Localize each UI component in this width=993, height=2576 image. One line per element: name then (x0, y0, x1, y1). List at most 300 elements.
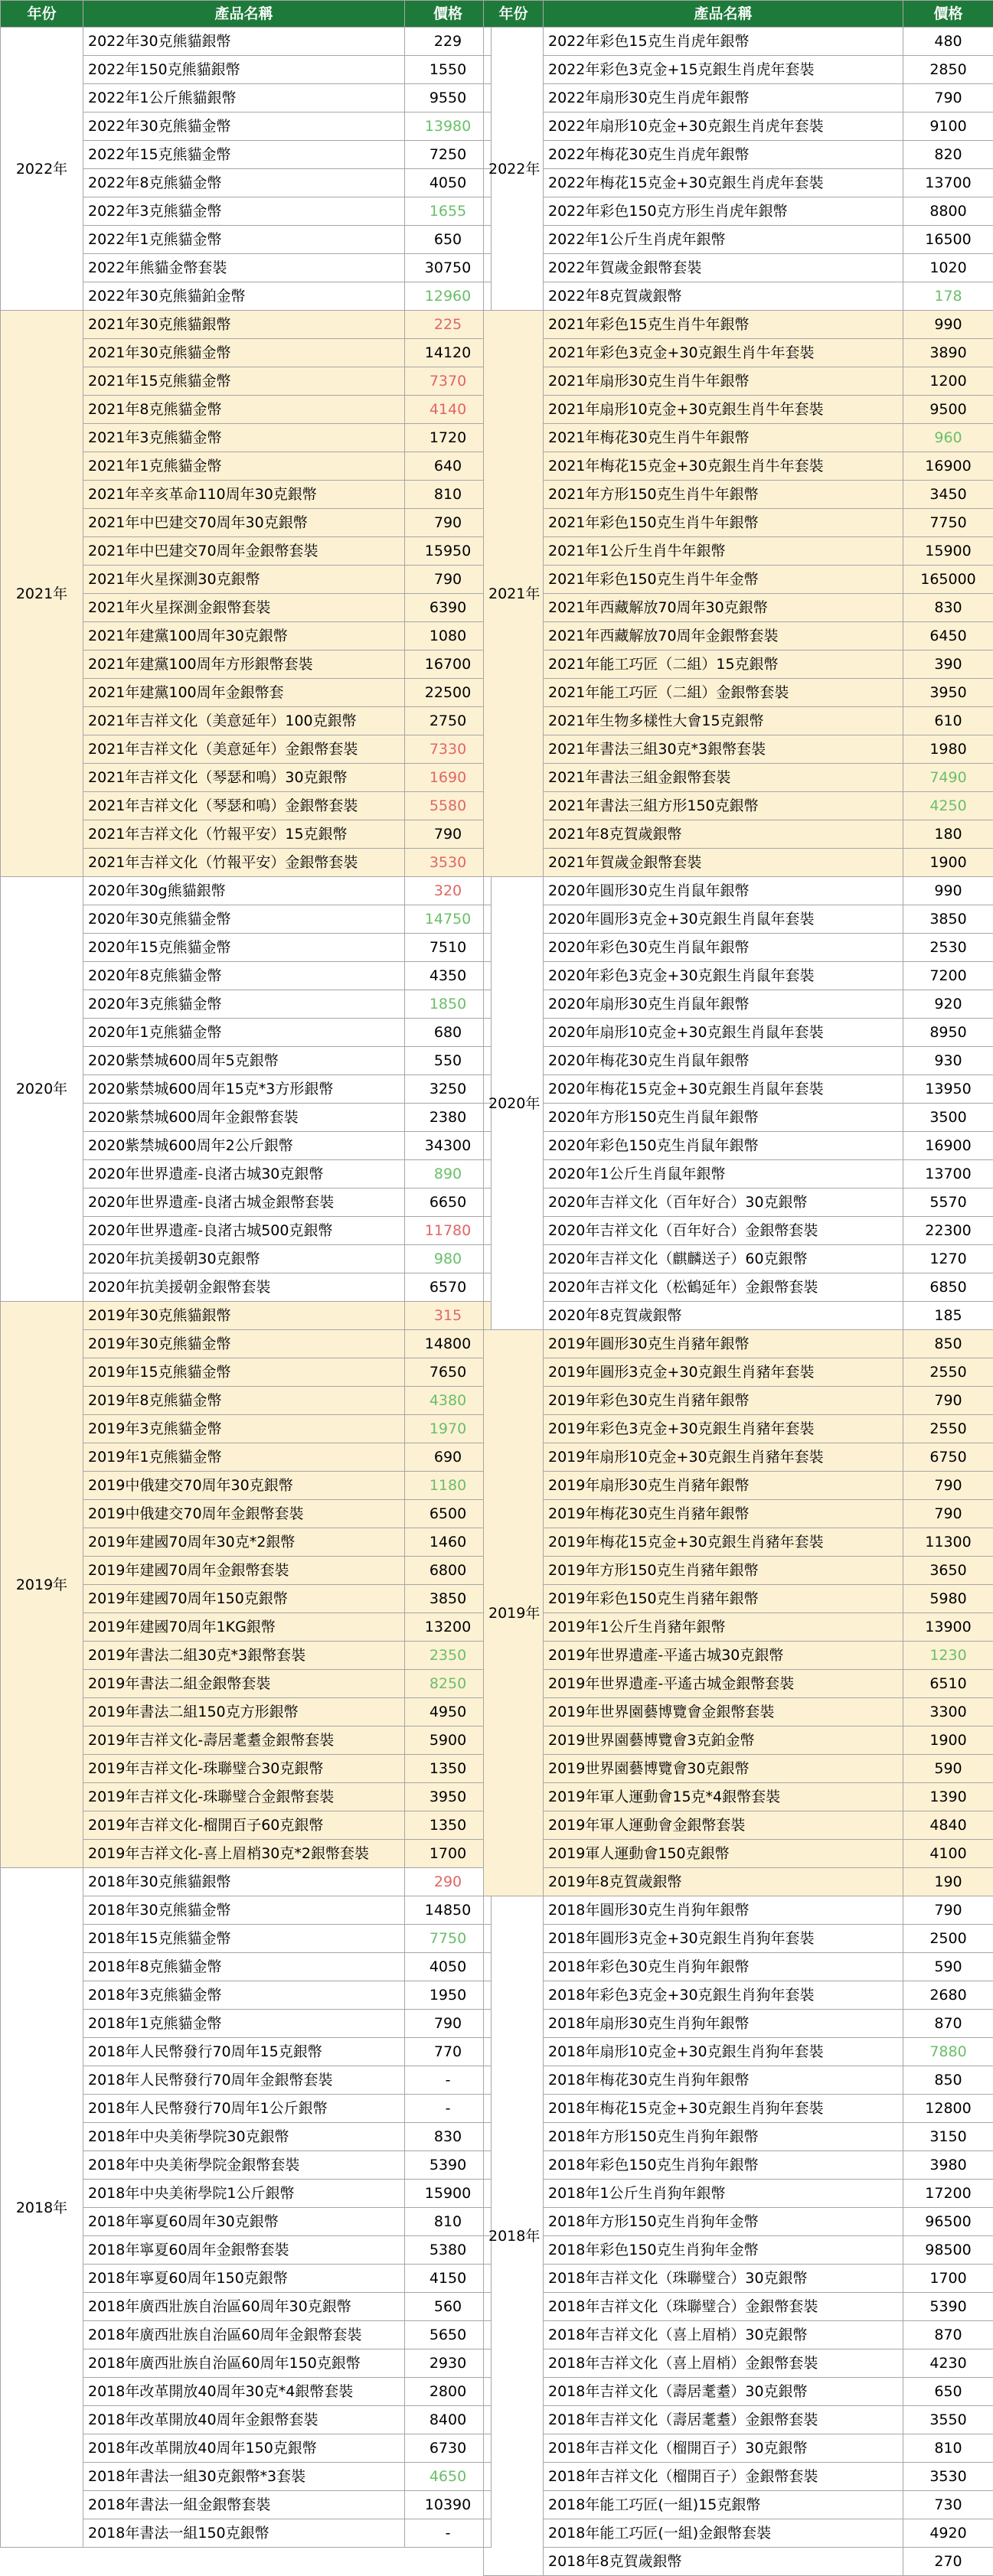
product-name-cell: 2018年人民幣發行70周年1公斤銀幣 (83, 2095, 405, 2123)
product-name-cell: 2020紫禁城600周年15克*3方形銀幣 (83, 1075, 405, 1104)
product-name-cell: 2018年彩色3克金+30克銀生肖狗年套裝 (544, 1981, 903, 2010)
table-row (1, 1868, 492, 1896)
product-name-cell: 2019年軍人運動會金銀幣套裝 (544, 1811, 903, 1840)
price-cell: 5580 (405, 792, 492, 820)
product-name-cell: 2021年1克熊貓金幣 (83, 452, 405, 481)
product-name-cell: 2018年書法一組金銀幣套裝 (83, 2491, 405, 2519)
price-cell: 290 (405, 1868, 492, 1896)
product-name-cell: 2019年軍人運動會15克*4銀幣套裝 (544, 1783, 903, 1811)
product-name-cell: 2020年30克熊貓金幣 (83, 905, 405, 934)
table-row (484, 2406, 993, 2434)
table-row (484, 792, 993, 820)
product-name-cell: 2021年能工巧匠（二組）金銀幣套裝 (544, 679, 903, 707)
product-name-cell: 2022年30克熊貓鉑金幣 (83, 282, 405, 311)
product-name-cell: 2021年西藏解放70周年30克銀幣 (544, 594, 903, 622)
product-name-cell: 2018年方形150克生肖狗年銀幣 (544, 2123, 903, 2151)
product-name-cell: 2018年人民幣發行70周年金銀幣套裝 (83, 2066, 405, 2095)
product-name-cell: 2019中俄建交70周年金銀幣套裝 (83, 1500, 405, 1528)
price-cell: 730 (903, 2491, 993, 2519)
product-name-cell: 2019年吉祥文化-珠聯璧合30克銀幣 (83, 1755, 405, 1783)
price-cell: 1950 (405, 1981, 492, 2010)
product-name-cell: 2021年彩色150克生肖牛年銀幣 (544, 509, 903, 537)
price-cell: 1200 (903, 367, 993, 396)
table-row (484, 1500, 993, 1528)
product-name-cell: 2019年吉祥文化-珠聯璧合金銀幣套裝 (83, 1783, 405, 1811)
table-row (484, 2463, 993, 2491)
table-row (484, 2519, 993, 2548)
price-cell: 790 (405, 566, 492, 594)
product-name-cell: 2019年世界遺產-平遙古城金銀幣套裝 (544, 1670, 903, 1698)
product-name-cell: 2020紫禁城600周年5克銀幣 (83, 1047, 405, 1075)
product-name-cell: 2022年150克熊貓銀幣 (83, 56, 405, 84)
product-name-cell: 2020年方形150克生肖鼠年銀幣 (544, 1104, 903, 1132)
product-name-cell: 2019年吉祥文化-喜上眉梢30克*2銀幣套裝 (83, 1840, 405, 1868)
price-cell: 7200 (903, 962, 993, 990)
product-name-cell: 2021年梅花15克金+30克銀生肖牛年套裝 (544, 452, 903, 481)
product-name-cell: 2018年彩色30克生肖狗年銀幣 (544, 1953, 903, 1981)
product-name-cell: 2019世界園藝博覽會30克銀幣 (544, 1755, 903, 1783)
price-cell: 96500 (903, 2208, 993, 2236)
product-name-cell: 2018年寧夏60周年150克銀幣 (83, 2265, 405, 2293)
product-name-cell: 2022年梅花15克金+30克銀生肖虎年套裝 (544, 169, 903, 197)
product-name-cell: 2021年建黨100周年金銀幣套 (83, 679, 405, 707)
product-name-cell: 2018年3克熊貓金幣 (83, 1981, 405, 2010)
product-name-cell: 2018年廣西壯族自治區60周年30克銀幣 (83, 2293, 405, 2321)
product-name-cell: 2019年彩色30克生肖豬年銀幣 (544, 1387, 903, 1415)
price-cell: 3530 (903, 2463, 993, 2491)
price-cell: 4100 (903, 1840, 993, 1868)
table-row (484, 1245, 993, 1273)
product-name-cell: 2019年世界園藝博覽會金銀幣套裝 (544, 1698, 903, 1727)
product-name-cell: 2021年彩色150克生肖牛年金幣 (544, 566, 903, 594)
product-name-cell: 2021年30克熊貓銀幣 (83, 311, 405, 339)
price-cell: 1350 (405, 1755, 492, 1783)
product-name-cell: 2018年寧夏60周年金銀幣套裝 (83, 2236, 405, 2265)
table-row (484, 1783, 993, 1811)
price-cell: 15900 (405, 2180, 492, 2208)
price-cell: 6570 (405, 1273, 492, 1302)
product-name-cell: 2020年扇形10克金+30克銀生肖鼠年套裝 (544, 1019, 903, 1047)
price-cell: 1350 (405, 1811, 492, 1840)
product-name-cell: 2019年扇形10克金+30克銀生肖豬年套裝 (544, 1443, 903, 1472)
product-name-cell: 2019年吉祥文化-壽居耄耋金銀幣套裝 (83, 1727, 405, 1755)
price-cell: 7750 (903, 509, 993, 537)
price-cell: 920 (903, 990, 993, 1019)
table-row (484, 1189, 993, 1217)
table-row (484, 396, 993, 424)
price-cell: 2800 (405, 2378, 492, 2406)
table-row (484, 1387, 993, 1415)
year-cell: 2018年 (1, 1868, 83, 2548)
price-cell: 390 (903, 651, 993, 679)
price-cell: 2500 (903, 1925, 993, 1953)
table-row (484, 509, 993, 537)
product-name-cell: 2019軍人運動會150克銀幣 (544, 1840, 903, 1868)
table-row (484, 226, 993, 254)
table-row (484, 169, 993, 197)
table-row (484, 2378, 993, 2406)
product-name-cell: 2020年抗美援朝30克銀幣 (83, 1245, 405, 1273)
product-name-cell: 2019年8克賀歲銀幣 (544, 1868, 903, 1896)
price-cell: 14800 (405, 1330, 492, 1358)
table-row (484, 2208, 993, 2236)
product-name-cell: 2022年彩色3克金+15克銀生肖虎年套裝 (544, 56, 903, 84)
product-name-cell: 2020年圓形3克金+30克銀生肖鼠年套裝 (544, 905, 903, 934)
price-cell: 17200 (903, 2180, 993, 2208)
product-name-cell: 2018年吉祥文化（壽居耄耋）金銀幣套裝 (544, 2406, 903, 2434)
product-name-cell: 2019年30克熊貓金幣 (83, 1330, 405, 1358)
table-row (484, 1273, 993, 1302)
price-cell: 4350 (405, 962, 492, 990)
price-cell: 810 (405, 2208, 492, 2236)
product-name-cell: 2020年1公斤生肖鼠年銀幣 (544, 1160, 903, 1189)
product-name-cell: 2021年書法三組方形150克銀幣 (544, 792, 903, 820)
product-name-cell: 2021年吉祥文化（竹報平安）15克銀幣 (83, 820, 405, 849)
table-row (484, 651, 993, 679)
price-cell: 790 (405, 820, 492, 849)
product-name-cell: 2022年賀歲金銀幣套裝 (544, 254, 903, 282)
price-cell: 890 (405, 1160, 492, 1189)
table-row (484, 2265, 993, 2293)
price-cell: 610 (903, 707, 993, 735)
table-body-right (484, 28, 993, 2576)
product-name-cell: 2022年1公斤熊貓銀幣 (83, 84, 405, 112)
product-name-cell: 2021年中巴建交70周年金銀幣套裝 (83, 537, 405, 566)
product-name-cell: 2021年西藏解放70周年金銀幣套裝 (544, 622, 903, 651)
price-cell: 1850 (405, 990, 492, 1019)
product-name-cell: 2020年吉祥文化（百年好合）金銀幣套裝 (544, 1217, 903, 1245)
price-cell: 480 (903, 28, 993, 56)
price-cell: 14750 (405, 905, 492, 934)
table-row (484, 2293, 993, 2321)
table-row (484, 2066, 993, 2095)
price-cell: 3850 (405, 1585, 492, 1613)
product-name-cell: 2019年建國70周年30克*2銀幣 (83, 1528, 405, 1557)
price-cell: 2750 (405, 707, 492, 735)
table-row (484, 1557, 993, 1585)
price-cell: 12960 (405, 282, 492, 311)
price-cell: 1970 (405, 1415, 492, 1443)
price-cell: 1700 (903, 2265, 993, 2293)
table-row (484, 820, 993, 849)
price-cell: 6800 (405, 1557, 492, 1585)
product-name-cell: 2018年能工巧匠(一組)15克銀幣 (544, 2491, 903, 2519)
product-name-cell: 2021年書法三組30克*3銀幣套裝 (544, 735, 903, 764)
table-row (484, 197, 993, 226)
price-cell: 3500 (903, 1104, 993, 1132)
table-row (484, 622, 993, 651)
price-cell: 1720 (405, 424, 492, 452)
price-cell: 1460 (405, 1528, 492, 1557)
price-cell: 3450 (903, 481, 993, 509)
price-cell: 4920 (903, 2519, 993, 2548)
price-cell: 6750 (903, 1443, 993, 1472)
price-cell: 1900 (903, 1727, 993, 1755)
price-cell: 270 (903, 2548, 993, 2576)
table-row (484, 990, 993, 1019)
product-name-cell: 2019年8克熊貓金幣 (83, 1387, 405, 1415)
price-cell: 7370 (405, 367, 492, 396)
price-cell: 2550 (903, 1358, 993, 1387)
price-cell: 830 (903, 594, 993, 622)
price-cell: 6730 (405, 2434, 492, 2463)
price-cell: 13980 (405, 112, 492, 141)
price-cell: 1655 (405, 197, 492, 226)
price-cell: 790 (405, 509, 492, 537)
product-name-cell: 2018年中央美術學院1公斤銀幣 (83, 2180, 405, 2208)
price-cell: 7490 (903, 764, 993, 792)
table-row (484, 2095, 993, 2123)
product-name-cell: 2019年建國70周年金銀幣套裝 (83, 1557, 405, 1585)
price-cell: 6850 (903, 1273, 993, 1302)
price-cell: 790 (903, 84, 993, 112)
price-cell: 4050 (405, 169, 492, 197)
product-name-cell: 2018年書法一組30克銀幣*3套裝 (83, 2463, 405, 2491)
price-cell: 590 (903, 1755, 993, 1783)
price-cell: 2550 (903, 1415, 993, 1443)
table-row (484, 1670, 993, 1698)
table-row (484, 2010, 993, 2038)
price-cell: 6650 (405, 1189, 492, 1217)
product-name-cell: 2019年圓形3克金+30克銀生肖豬年套裝 (544, 1358, 903, 1387)
product-name-cell: 2018年圓形3克金+30克銀生肖狗年套裝 (544, 1925, 903, 1953)
price-cell: 13950 (903, 1075, 993, 1104)
table-row (484, 254, 993, 282)
header-price: 價格 (903, 1, 993, 28)
product-name-cell: 2019年世界遺產-平遙古城30克銀幣 (544, 1642, 903, 1670)
product-name-cell: 2019年書法二組30克*3銀幣套裝 (83, 1642, 405, 1670)
price-cell: 810 (405, 481, 492, 509)
product-name-cell: 2019年書法二組150克方形銀幣 (83, 1698, 405, 1727)
price-cell: 650 (405, 226, 492, 254)
price-cell: 3650 (903, 1557, 993, 1585)
product-name-cell: 2019年1公斤生肖豬年銀幣 (544, 1613, 903, 1642)
product-name-cell: 2021年辛亥革命110周年30克銀幣 (83, 481, 405, 509)
product-name-cell: 2018年書法一組150克銀幣 (83, 2519, 405, 2548)
price-cell: 1900 (903, 849, 993, 877)
table-row (484, 1727, 993, 1755)
product-name-cell: 2019年1克熊貓金幣 (83, 1443, 405, 1472)
table-row (484, 934, 993, 962)
price-cell: 1020 (903, 254, 993, 282)
product-name-cell: 2020年8克熊貓金幣 (83, 962, 405, 990)
price-cell: 790 (405, 2010, 492, 2038)
table-row (484, 1075, 993, 1104)
table-row (484, 566, 993, 594)
table-body-left (1, 28, 492, 2548)
table-row (484, 905, 993, 934)
price-cell: 790 (903, 1500, 993, 1528)
product-name-cell: 2020年吉祥文化（百年好合）30克銀幣 (544, 1189, 903, 1217)
product-name-cell: 2022年3克熊貓金幣 (83, 197, 405, 226)
price-cell: 22300 (903, 1217, 993, 1245)
product-name-cell: 2021年賀歲金銀幣套裝 (544, 849, 903, 877)
price-cell: 7650 (405, 1358, 492, 1387)
product-name-cell: 2020年彩色150克生肖鼠年銀幣 (544, 1132, 903, 1160)
price-cell: 1270 (903, 1245, 993, 1273)
product-name-cell: 2018年吉祥文化（喜上眉梢）30克銀幣 (544, 2321, 903, 2349)
price-cell: 7750 (405, 1925, 492, 1953)
price-cell: 315 (405, 1302, 492, 1330)
product-name-cell: 2018年廣西壯族自治區60周年金銀幣套裝 (83, 2321, 405, 2349)
product-name-cell: 2022年1公斤生肖虎年銀幣 (544, 226, 903, 254)
table-row (484, 452, 993, 481)
product-name-cell: 2020年吉祥文化（松鶴延年）金銀幣套裝 (544, 1273, 903, 1302)
product-name-cell: 2020年扇形30克生肖鼠年銀幣 (544, 990, 903, 1019)
product-name-cell: 2018年扇形30克生肖狗年銀幣 (544, 2010, 903, 2038)
product-name-cell: 2019年書法二組金銀幣套裝 (83, 1670, 405, 1698)
table-header-row (484, 1, 993, 28)
price-cell: 980 (405, 1245, 492, 1273)
table-row (484, 1302, 993, 1330)
price-cell: 4140 (405, 396, 492, 424)
table-row (484, 1443, 993, 1472)
price-cell: 4250 (903, 792, 993, 820)
product-name-cell: 2021年彩色3克金+30克銀生肖牛年套裝 (544, 339, 903, 367)
product-name-cell: 2019年吉祥文化-榴開百子60克銀幣 (83, 1811, 405, 1840)
price-cell: 4050 (405, 1953, 492, 1981)
product-name-cell: 2021年方形150克生肖牛年銀幣 (544, 481, 903, 509)
product-name-cell: 2018年中央美術學院金銀幣套裝 (83, 2151, 405, 2180)
price-cell: 770 (405, 2038, 492, 2066)
table-row (484, 282, 993, 311)
price-cell: 590 (903, 1953, 993, 1981)
product-name-cell: 2021年吉祥文化（美意延年）100克銀幣 (83, 707, 405, 735)
price-cell: 98500 (903, 2236, 993, 2265)
product-name-cell: 2019年梅花15克金+30克銀生肖豬年套裝 (544, 1528, 903, 1557)
product-name-cell: 2018年30克熊貓銀幣 (83, 1868, 405, 1896)
price-cell: 9550 (405, 84, 492, 112)
price-cell: 650 (903, 2378, 993, 2406)
table-row (484, 56, 993, 84)
product-name-cell: 2021年梅花30克生肖牛年銀幣 (544, 424, 903, 452)
price-cell: 34300 (405, 1132, 492, 1160)
product-name-cell: 2020年梅花15克金+30克銀生肖鼠年套裝 (544, 1075, 903, 1104)
table-row (484, 849, 993, 877)
price-cell: 165000 (903, 566, 993, 594)
price-cell: 14120 (405, 339, 492, 367)
price-cell: 185 (903, 1302, 993, 1330)
price-cell: 6510 (903, 1670, 993, 1698)
price-cell: 4650 (405, 2463, 492, 2491)
product-name-cell: 2021年火星探測30克銀幣 (83, 566, 405, 594)
product-name-cell: 2019年建國70周年150克銀幣 (83, 1585, 405, 1613)
table-row (484, 1132, 993, 1160)
product-name-cell: 2018年寧夏60周年30克銀幣 (83, 2208, 405, 2236)
price-cell: 11300 (903, 1528, 993, 1557)
price-cell: - (405, 2095, 492, 2123)
price-cell: 930 (903, 1047, 993, 1075)
price-cell: 830 (405, 2123, 492, 2151)
table-row (484, 962, 993, 990)
product-name-cell: 2018年15克熊貓金幣 (83, 1925, 405, 1953)
table-row (484, 2236, 993, 2265)
table-row (484, 1925, 993, 1953)
table-row (484, 1896, 993, 1925)
price-cell: 7250 (405, 141, 492, 169)
product-name-cell: 2022年8克賀歲銀幣 (544, 282, 903, 311)
price-cell: 3300 (903, 1698, 993, 1727)
price-cell: 3150 (903, 2123, 993, 2151)
table-row (484, 1698, 993, 1727)
price-cell: 1080 (405, 622, 492, 651)
price-cell: 4230 (903, 2349, 993, 2378)
price-cell: 190 (903, 1868, 993, 1896)
product-name-cell: 2018年吉祥文化（榴開百子）30克銀幣 (544, 2434, 903, 2463)
price-cell: 4840 (903, 1811, 993, 1840)
price-cell: 11780 (405, 1217, 492, 1245)
price-cell: 5570 (903, 1189, 993, 1217)
price-cell: 4950 (405, 1698, 492, 1727)
table-row (484, 707, 993, 735)
price-cell: 8400 (405, 2406, 492, 2434)
table-row (484, 1019, 993, 1047)
product-name-cell: 2022年1克熊貓金幣 (83, 226, 405, 254)
table-row (484, 2123, 993, 2151)
product-name-cell: 2021年1公斤生肖牛年銀幣 (544, 537, 903, 566)
product-name-cell: 2022年30克熊貓銀幣 (83, 28, 405, 56)
product-name-cell: 2018年30克熊貓金幣 (83, 1896, 405, 1925)
product-name-cell: 2019年扇形30克生肖豬年銀幣 (544, 1472, 903, 1500)
price-cell: 3950 (903, 679, 993, 707)
price-cell: 7510 (405, 934, 492, 962)
price-cell: 15950 (405, 537, 492, 566)
price-cell: 790 (903, 1472, 993, 1500)
price-cell: 180 (903, 820, 993, 849)
price-cell: 850 (903, 2066, 993, 2095)
table-row (484, 1104, 993, 1132)
table-row (484, 367, 993, 396)
product-name-cell: 2018年改革開放40周年30克*4銀幣套裝 (83, 2378, 405, 2406)
product-name-cell: 2020年彩色3克金+30克銀生肖鼠年套裝 (544, 962, 903, 990)
table-row (484, 1047, 993, 1075)
product-name-cell: 2021年火星探測金銀幣套裝 (83, 594, 405, 622)
price-cell: 2350 (405, 1642, 492, 1670)
product-name-cell: 2020年世界遺產-良渚古城金銀幣套裝 (83, 1189, 405, 1217)
table-row (484, 2180, 993, 2208)
table-row (484, 735, 993, 764)
table-row (484, 2548, 993, 2576)
price-cell: 3550 (903, 2406, 993, 2434)
product-name-cell: 2020年30g熊貓銀幣 (83, 877, 405, 905)
price-cell: 15900 (903, 537, 993, 566)
price-cell: 2380 (405, 1104, 492, 1132)
table-row (484, 1160, 993, 1189)
product-name-cell: 2019年方形150克生肖豬年銀幣 (544, 1557, 903, 1585)
product-name-cell: 2018年彩色150克生肖狗年金幣 (544, 2236, 903, 2265)
price-cell: 3890 (903, 339, 993, 367)
price-cell: 13700 (903, 169, 993, 197)
price-cell: 30750 (405, 254, 492, 282)
header-name: 產品名稱 (83, 1, 405, 28)
price-table-left (0, 0, 492, 2548)
table-row (484, 141, 993, 169)
product-name-cell: 2018年8克熊貓金幣 (83, 1953, 405, 1981)
price-cell: 790 (903, 1896, 993, 1925)
price-cell: 1700 (405, 1840, 492, 1868)
price-cell: 178 (903, 282, 993, 311)
price-cell: 690 (405, 1443, 492, 1472)
price-cell: 16700 (405, 651, 492, 679)
product-name-cell: 2018年吉祥文化（喜上眉梢）金銀幣套裝 (544, 2349, 903, 2378)
price-cell: 8950 (903, 1019, 993, 1047)
price-cell: 5650 (405, 2321, 492, 2349)
price-cell: 1180 (405, 1472, 492, 1500)
product-name-cell: 2020年1克熊貓金幣 (83, 1019, 405, 1047)
product-name-cell: 2018年梅花30克生肖狗年銀幣 (544, 2066, 903, 2095)
price-cell: 680 (405, 1019, 492, 1047)
product-name-cell: 2021年吉祥文化（琴瑟和鳴）金銀幣套裝 (83, 792, 405, 820)
